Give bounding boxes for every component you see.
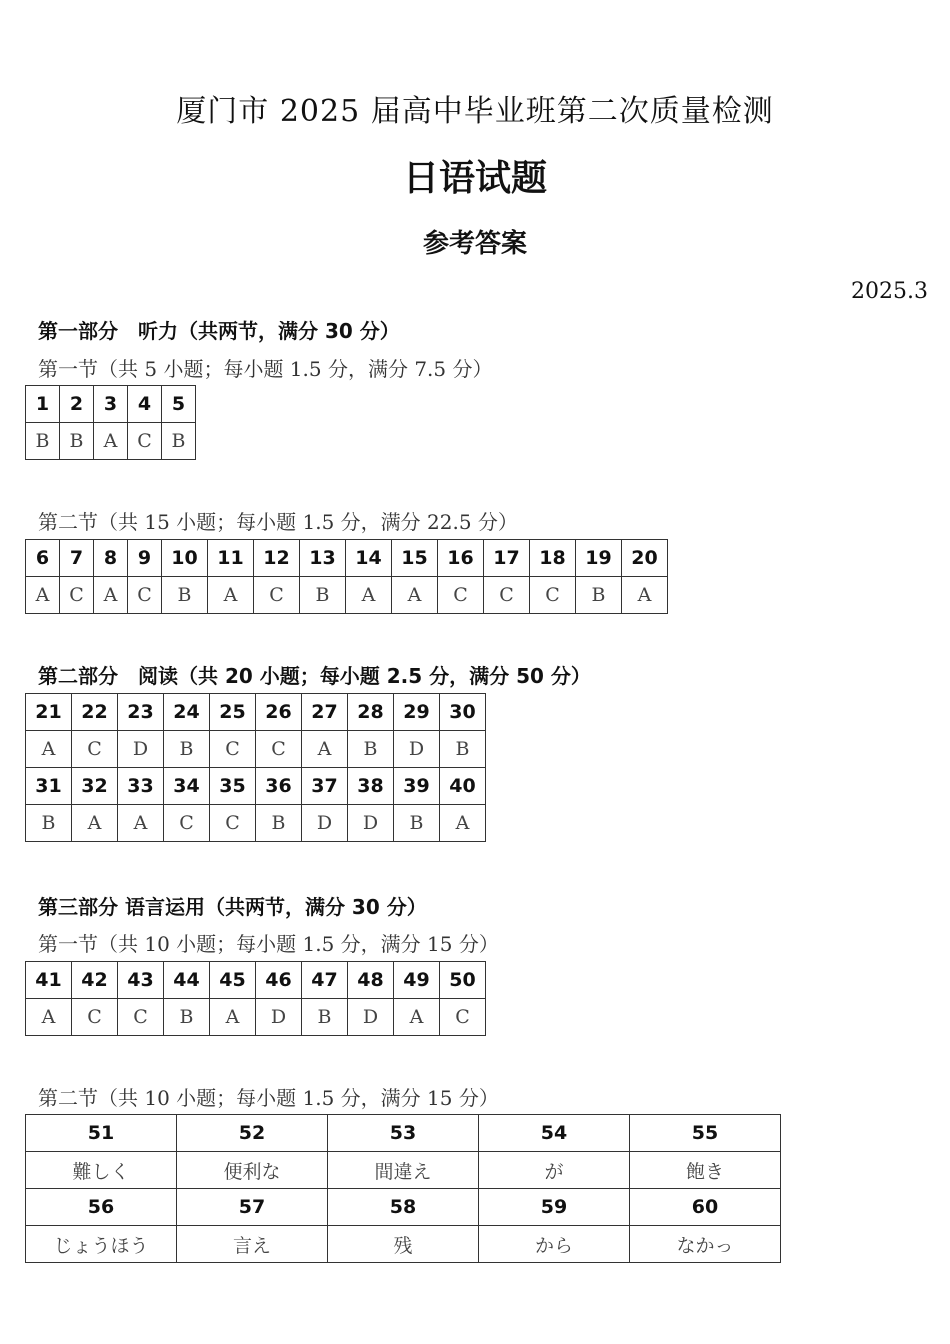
answer-cell: A	[94, 423, 128, 460]
question-number: 31	[26, 768, 72, 805]
answer-cell: じょうほう	[26, 1226, 177, 1263]
question-number: 28	[348, 694, 394, 731]
table-row	[26, 1152, 781, 1189]
table-row	[26, 1226, 781, 1263]
part1-sec1-table	[25, 385, 196, 460]
question-number: 13	[300, 540, 346, 577]
answer-cell: A	[72, 805, 118, 842]
part1-sec2-table	[25, 539, 668, 614]
answer-cell: B	[576, 577, 622, 614]
question-number: 18	[530, 540, 576, 577]
answer-cell: 間違え	[328, 1152, 479, 1189]
question-number: 50	[440, 962, 486, 999]
answer-cell: D	[348, 805, 394, 842]
answer-cell: A	[118, 805, 164, 842]
question-number: 54	[479, 1115, 630, 1152]
answer-cell: B	[60, 423, 94, 460]
answer-cell: C	[254, 577, 300, 614]
question-number: 25	[210, 694, 256, 731]
answer-cell: D	[394, 731, 440, 768]
question-number: 30	[440, 694, 486, 731]
question-number: 41	[26, 962, 72, 999]
question-number: 40	[440, 768, 486, 805]
answer-cell: A	[26, 577, 60, 614]
question-number: 14	[346, 540, 392, 577]
answer-cell: A	[208, 577, 254, 614]
table-row	[26, 999, 486, 1036]
answer-cell: から	[479, 1226, 630, 1263]
answer-cell: B	[164, 999, 210, 1036]
question-number: 42	[72, 962, 118, 999]
question-number: 3	[94, 386, 128, 423]
question-number: 27	[302, 694, 348, 731]
part1-sec2-heading: 第二节（共 15 小题；每小题 1.5 分，满分 22.5 分）	[38, 510, 518, 534]
answer-cell: B	[300, 577, 346, 614]
question-number: 10	[162, 540, 208, 577]
table-row	[26, 731, 486, 768]
question-number: 11	[208, 540, 254, 577]
answer-cell: D	[302, 805, 348, 842]
question-number: 43	[118, 962, 164, 999]
answer-cell: A	[26, 731, 72, 768]
subject-title: 日语试题	[402, 158, 547, 199]
part1-heading: 第一部分 听力（共两节，满分 30 分）	[38, 319, 400, 343]
table-row	[26, 962, 486, 999]
question-number: 34	[164, 768, 210, 805]
part2-table	[25, 693, 486, 842]
answer-cell: C	[118, 999, 164, 1036]
answer-cell: B	[394, 805, 440, 842]
answer-cell: B	[26, 423, 60, 460]
answer-cell: B	[440, 731, 486, 768]
table-row	[26, 694, 486, 731]
question-number: 1	[26, 386, 60, 423]
question-number: 48	[348, 962, 394, 999]
question-number: 55	[630, 1115, 781, 1152]
question-number: 47	[302, 962, 348, 999]
question-number: 8	[94, 540, 128, 577]
question-number: 22	[72, 694, 118, 731]
question-number: 56	[26, 1189, 177, 1226]
answer-cell: B	[302, 999, 348, 1036]
answer-cell: C	[72, 731, 118, 768]
answer-cell: A	[440, 805, 486, 842]
answer-key-title: 参考答案	[422, 229, 527, 259]
question-number: 29	[394, 694, 440, 731]
answer-cell: C	[60, 577, 94, 614]
question-number: 2	[60, 386, 94, 423]
question-number: 35	[210, 768, 256, 805]
question-number: 9	[128, 540, 162, 577]
answer-cell: 言え	[177, 1226, 328, 1263]
question-number: 33	[118, 768, 164, 805]
answer-cell: B	[164, 731, 210, 768]
answer-cell: A	[622, 577, 668, 614]
part3-heading: 第三部分 语言运用（共两节，满分 30 分）	[38, 895, 427, 919]
answer-cell: B	[162, 423, 196, 460]
answer-cell: D	[118, 731, 164, 768]
part3-sec1-heading: 第一节（共 10 小题；每小题 1.5 分，满分 15 分）	[38, 932, 499, 956]
answer-cell: なかっ	[630, 1226, 781, 1263]
answer-cell: A	[94, 577, 128, 614]
answer-cell: A	[346, 577, 392, 614]
table-row	[26, 386, 196, 423]
table-row	[26, 577, 668, 614]
question-number: 45	[210, 962, 256, 999]
question-number: 44	[164, 962, 210, 999]
answer-cell: A	[26, 999, 72, 1036]
part2-heading: 第二部分 阅读（共 20 小题；每小题 2.5 分，满分 50 分）	[38, 664, 591, 688]
question-number: 60	[630, 1189, 781, 1226]
question-number: 23	[118, 694, 164, 731]
answer-cell: C	[164, 805, 210, 842]
question-number: 53	[328, 1115, 479, 1152]
answer-cell: D	[256, 999, 302, 1036]
question-number: 32	[72, 768, 118, 805]
question-number: 26	[256, 694, 302, 731]
question-number: 21	[26, 694, 72, 731]
answer-cell: B	[26, 805, 72, 842]
part3-sec2-heading: 第二节（共 10 小题；每小题 1.5 分，满分 15 分）	[38, 1086, 499, 1110]
part1-sec1-heading: 第一节（共 5 小题；每小题 1.5 分，满分 7.5 分）	[38, 357, 493, 381]
answer-cell: C	[210, 805, 256, 842]
question-number: 24	[164, 694, 210, 731]
question-number: 52	[177, 1115, 328, 1152]
answer-cell: C	[530, 577, 576, 614]
question-number: 19	[576, 540, 622, 577]
answer-cell: 便利な	[177, 1152, 328, 1189]
exam-title: 厦门市 2025 届高中毕业班第二次质量检测	[176, 94, 774, 129]
exam-date: 2025.3	[851, 279, 928, 304]
table-row	[26, 540, 668, 577]
question-number: 49	[394, 962, 440, 999]
answer-cell: C	[210, 731, 256, 768]
part3-sec2-table	[25, 1114, 781, 1263]
question-number: 5	[162, 386, 196, 423]
question-number: 7	[60, 540, 94, 577]
question-number: 20	[622, 540, 668, 577]
answer-cell: C	[72, 999, 118, 1036]
question-number: 57	[177, 1189, 328, 1226]
question-number: 6	[26, 540, 60, 577]
question-number: 38	[348, 768, 394, 805]
question-number: 37	[302, 768, 348, 805]
table-row	[26, 423, 196, 460]
table-row	[26, 768, 486, 805]
question-number: 36	[256, 768, 302, 805]
answer-cell: 残	[328, 1226, 479, 1263]
answer-cell: A	[392, 577, 438, 614]
answer-cell: C	[484, 577, 530, 614]
answer-cell: 難しく	[26, 1152, 177, 1189]
answer-cell: が	[479, 1152, 630, 1189]
question-number: 58	[328, 1189, 479, 1226]
table-row	[26, 1189, 781, 1226]
answer-cell: 飽き	[630, 1152, 781, 1189]
question-number: 39	[394, 768, 440, 805]
question-number: 15	[392, 540, 438, 577]
question-number: 59	[479, 1189, 630, 1226]
answer-cell: C	[256, 731, 302, 768]
question-number: 4	[128, 386, 162, 423]
question-number: 12	[254, 540, 300, 577]
answer-cell: C	[440, 999, 486, 1036]
part3-sec1-table	[25, 961, 486, 1036]
answer-cell: A	[302, 731, 348, 768]
table-row	[26, 805, 486, 842]
question-number: 16	[438, 540, 484, 577]
answer-cell: B	[348, 731, 394, 768]
answer-cell: A	[394, 999, 440, 1036]
answer-cell: B	[256, 805, 302, 842]
answer-cell: B	[162, 577, 208, 614]
answer-cell: D	[348, 999, 394, 1036]
answer-cell: C	[128, 423, 162, 460]
question-number: 17	[484, 540, 530, 577]
question-number: 46	[256, 962, 302, 999]
table-row	[26, 1115, 781, 1152]
answer-cell: C	[128, 577, 162, 614]
question-number: 51	[26, 1115, 177, 1152]
answer-cell: A	[210, 999, 256, 1036]
answer-cell: C	[438, 577, 484, 614]
